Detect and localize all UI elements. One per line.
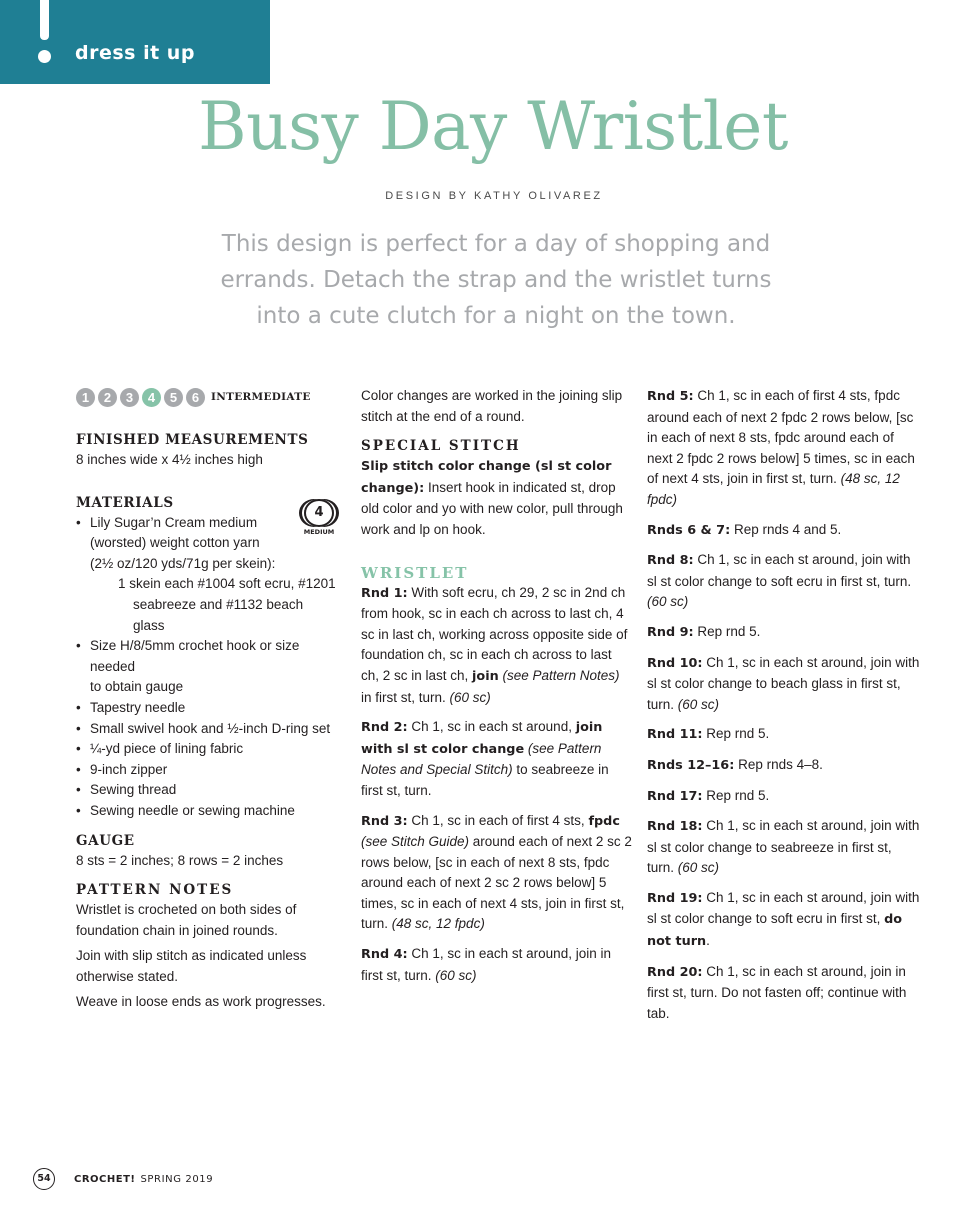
list-item: • Sewing thread: [76, 780, 338, 801]
round-3: [361, 811, 633, 936]
section-label: dress it up: [75, 42, 195, 64]
round-text: Ch 1, sc in each st around, join with sl st color change to soft ecru in first st, turn.: [647, 552, 912, 589]
round-text: in first st, turn.: [361, 689, 450, 705]
round-label: Rnd 2:: [361, 720, 408, 736]
round-count: (60 sc): [677, 860, 720, 876]
materials-heading: MATERIALS: [76, 494, 174, 511]
list-item: [76, 636, 338, 698]
round-label: Rnd 9:: [647, 624, 694, 640]
skill-level: [76, 386, 338, 408]
round-text: Ch 1, sc in each st around, join in first st, turn.: [361, 946, 611, 983]
list-item: • ¼-yd piece of lining fabric: [76, 739, 338, 760]
round-label: Rnd 5:: [647, 389, 694, 404]
special-stitch-text: [361, 456, 633, 540]
round-label: Rnd 17:: [647, 788, 703, 804]
skill-level-1-icon: 1: [76, 388, 95, 407]
list-item: • Small swivel hook and ½-inch D-ring set: [76, 719, 338, 740]
column-3: [647, 386, 922, 1024]
round-text: Ch 1, sc in each of first 4 sts, fpdc around each of next 2 fpdc 2 rows below, [sc in each of next 8 sts, fpdc around each of next 2 fpdc 2 rows below] 5 times, sc in each of next 4 sts, join in first st, turn.: [647, 388, 915, 487]
round-4: [361, 944, 633, 986]
round-9: [647, 622, 922, 644]
list-item: • Sewing needle or sewing machine: [76, 801, 338, 822]
round-count: (60 sc): [449, 689, 491, 705]
list-item: • Tapestry needle: [76, 698, 338, 719]
yarn-weight-icon: 4: [304, 499, 334, 527]
round-11: [647, 724, 922, 746]
round-label: Rnd 4:: [361, 947, 408, 963]
round-10: [647, 653, 922, 716]
skill-level-4-icon: 4: [142, 388, 161, 407]
pattern-note: Weave in loose ends as work progresses.: [76, 994, 326, 1010]
round-count: (60 sc): [435, 967, 477, 983]
intro-text: This design is perfect for a day of shopping and errands. Detach the strap and the wristlet turns into a cute clutch for a night on the town.: [220, 231, 772, 329]
round-19: [647, 888, 922, 953]
gauge-heading: GAUGE: [76, 832, 135, 849]
round-count: (60 sc): [677, 696, 720, 712]
round-18: [647, 816, 922, 879]
materials-yarn-line: (2½ oz/120 yds/71g per skein):: [90, 555, 276, 571]
materials-hook-line: to obtain gauge: [90, 679, 184, 695]
special-stitch-desc: Insert hook in indicated st, drop old color and yo with new color, pull through work and lp on hook.: [361, 479, 623, 537]
designer-byline: DESIGN BY KATHY OLIVAREZ: [385, 190, 603, 202]
round-bold: join: [472, 668, 499, 684]
round-6-7: [647, 520, 922, 542]
exclamation-dot-icon: [38, 50, 51, 63]
special-stitch-heading: SPECIAL STITCH: [361, 438, 521, 455]
round-note: (see Pattern Notes): [498, 667, 620, 683]
skill-level-3-icon: 3: [120, 388, 139, 407]
round-text: Rep rnd 5.: [693, 623, 761, 639]
pattern-note: Join with slip stitch as indicated unless otherwise stated.: [76, 948, 307, 984]
column-2: [361, 386, 633, 986]
wristlet-heading: WRISTLET: [361, 563, 469, 582]
round-text: Ch 1, sc in each st around,: [407, 719, 576, 735]
page-number: 54: [33, 1168, 55, 1190]
materials-yarn-line: • Lily Sugar’n Cream medium: [90, 514, 258, 530]
round-text: Rep rnds 4 and 5.: [730, 521, 842, 537]
skill-level-label: INTERMEDIATE: [211, 390, 311, 403]
special-stitch-name: Slip stitch color change (sl st color change):: [361, 459, 612, 496]
materials-yarn-detail: seabreeze and #1132 beach glass: [133, 596, 304, 633]
round-text: Rep rnd 5.: [702, 787, 770, 803]
materials-hook-line: • Size H/8/5mm crochet hook or size needed: [90, 638, 300, 674]
pattern-notes-heading: PATTERN NOTES: [76, 882, 234, 899]
page-footer: [33, 1168, 213, 1190]
round-bold: fpdc: [588, 813, 620, 829]
round-bold: do not turn: [647, 912, 903, 950]
round-1: [361, 583, 633, 709]
round-count: (60 sc): [647, 594, 689, 610]
round-note: (see Stitch Guide): [361, 834, 470, 850]
round-text: around each of next 2 sc 2 rows below, [sc in each of next 8 sts, fpdc around each of next 2 sc 2 rows below] 5 times, sc in each of next 4 sts, join in first st, turn.: [361, 834, 632, 932]
round-text: Rep rnd 5.: [702, 726, 770, 742]
round-12-16: [647, 755, 922, 777]
skill-level-2-icon: 2: [98, 388, 117, 407]
issue-label: SPRING 2019: [140, 1173, 214, 1185]
round-label: Rnd 19:: [647, 890, 703, 906]
finished-heading: FINISHED MEASUREMENTS: [76, 432, 309, 448]
round-label: Rnd 18:: [647, 819, 703, 835]
round-text: .: [706, 933, 710, 949]
round-label: Rnd 10:: [647, 655, 703, 671]
round-text: With soft ecru, ch 29, 2 sc in 2nd ch from hook, sc in each ch across to last ch, 4 sc in last ch, working across opposite side of foundation ch, sc in each ch across to last ch, 2 sc in last ch,: [361, 584, 628, 683]
round-text: Ch 1, sc in each st around, join in first st, turn. Do not fasten off; continue with tab.: [647, 963, 907, 1021]
round-text: Ch 1, sc in each st around, join with sl st color change to beach glass in first st, turn.: [647, 654, 920, 712]
round-text: Rep rnds 4–8.: [734, 756, 823, 772]
round-label: Rnd 3:: [361, 813, 408, 829]
materials-yarn-line: (worsted) weight cotton yarn: [90, 535, 260, 551]
round-20: [647, 962, 922, 1025]
round-17: [647, 786, 922, 808]
round-8: [647, 550, 922, 613]
round-count: (48 sc, 12 fpdc): [391, 916, 485, 932]
round-bold: join with sl st color change: [361, 720, 603, 757]
round-note: (see Pattern Notes and Special Stitch): [361, 740, 602, 778]
finished-text: 8 inches wide x 4½ inches high: [76, 452, 263, 467]
section-tab: [0, 0, 270, 84]
round-label: Rnd 20:: [647, 964, 703, 980]
materials-yarn-detail: 1 skein each #1004 soft ecru, #1201: [118, 576, 336, 592]
column-1: [76, 386, 338, 1013]
round-label: Rnds 12–16:: [647, 757, 735, 773]
yarn-weight-label: MEDIUM: [303, 528, 335, 536]
gauge-text: 8 sts = 2 inches; 8 rows = 2 inches: [76, 852, 284, 868]
yarn-weight-symbol: [298, 499, 340, 539]
skill-level-6-icon: 6: [186, 388, 205, 407]
exclamation-icon: [40, 0, 49, 40]
materials-list: [76, 513, 338, 822]
skill-level-5-icon: 5: [164, 388, 183, 407]
round-text: Ch 1, sc in each st around, join with sl st color change to soft ecru in first st,: [647, 889, 920, 927]
round-label: Rnd 8:: [647, 553, 694, 569]
list-item: • 9-inch zipper: [76, 760, 338, 781]
round-text: to seabreeze in first st, turn.: [361, 762, 609, 798]
round-label: Rnd 11:: [647, 727, 703, 743]
round-text: Ch 1, sc in each of first 4 sts,: [407, 812, 589, 828]
round-text: Ch 1, sc in each st around, join with sl st color change to seabreeze in first st, turn.: [647, 818, 920, 876]
magazine-name: CROCHET!: [74, 1173, 136, 1185]
pattern-note: Color changes are worked in the joining slip stitch at the end of a round.: [361, 388, 623, 424]
round-label: Rnd 1:: [361, 585, 408, 601]
round-count: (48 sc, 12 fpdc): [647, 471, 900, 507]
round-2: [361, 717, 633, 801]
round-label: Rnds 6 & 7:: [647, 522, 731, 538]
round-5: [647, 386, 922, 511]
pattern-note: Wristlet is crocheted on both sides of foundation chain in joined rounds.: [76, 902, 297, 938]
page-title: Busy Day Wristlet: [198, 88, 788, 165]
